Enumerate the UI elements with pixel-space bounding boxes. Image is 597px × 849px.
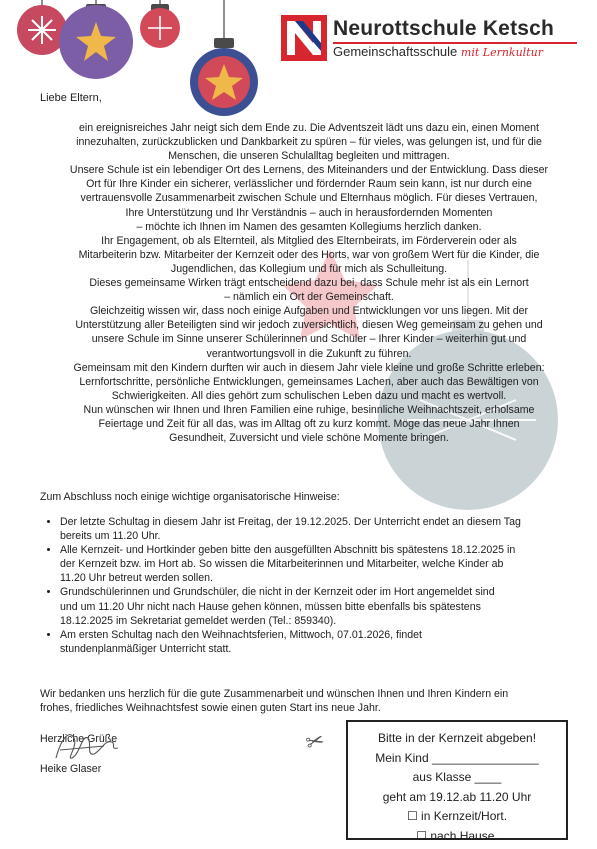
note-line: • Alle Kernzeit- und Hortkinder geben bitte den ausgefüllten Abschnitt bis spätestens 18.12.2025 in <box>60 544 516 557</box>
salutation: Liebe Eltern, <box>40 92 102 104</box>
note-line: stundenplanmäßiger Unterricht statt. <box>60 642 232 655</box>
slip-line: geht am 19.12.ab 11.20 Uhr <box>382 789 532 804</box>
slip-line: Bitte in der Kernzeit abgeben! <box>377 731 537 745</box>
note-line: der Kernzeit bzw. im Hort ab. So wissen die Mitarbeiterinnen und Mitarbeiter, welche Kinder ab <box>60 558 504 571</box>
slip-line: ☐ nach Hause. <box>416 828 498 843</box>
letter-line: Gesundheit, Zuversicht und viele schöne Momente bringen. <box>169 432 449 445</box>
letter-line: vertrauensvolle Zusammenarbeit zwischen Schule und Elternhaus möglich. Für dieses Vertrauen, <box>80 192 538 205</box>
note-item <box>60 628 597 656</box>
letter-line: Jugendlichen, das Kollegium und für mich als Schulleitung. <box>170 262 448 275</box>
letter-line: Ihr Engagement, ob als Elternteil, als Mitglied des Elternbeirats, im Förderverein oder als <box>101 234 517 247</box>
letter-line: – möchte ich Ihnen im Namen des gesamten Kollegiums herzlich danken. <box>136 220 482 233</box>
note-line: • Am ersten Schultag nach den Weihnachtsferien, Mittwoch, 07.01.2026, findet <box>60 628 422 641</box>
letter-line: – nämlich ein Ort der Gemeinschaft. <box>224 291 394 304</box>
letter-line: Ort für Ihre Kinder ein sicherer, verlässlicher und fördernder Raum sein kann, ist nur durch eine <box>86 178 532 191</box>
school-type: Gemeinschaftsschule <box>333 44 458 59</box>
letter-line: Menschen, die unseren Schulalltag begleiten und mittragen. <box>168 150 450 163</box>
closing-thanks <box>40 687 580 715</box>
slip-line: Mein Kind ________________ <box>375 750 539 765</box>
letter-line: ein ereignisreiches Jahr neigt sich dem Ende zu. Die Adventszeit lädt uns dazu ein, einen Moment <box>79 122 539 134</box>
scissors-icon: ✂ <box>302 727 328 756</box>
letter-line: Gemeinsam mit den Kindern durften wir auch in diesem Jahr viele kleine und große Schritte erleben: <box>73 361 545 374</box>
note-line: 11.20 Uhr betreut werden sollen. <box>60 572 213 585</box>
letter-body <box>40 121 578 445</box>
letter-line: Unsere Schule ist ein lebendiger Ort des Lernens, des Miteinanders und der Entwicklung. Dass dieser <box>69 164 549 177</box>
note-item <box>60 515 597 543</box>
signature-icon <box>52 728 122 768</box>
school-name: Neurottschule Ketsch <box>333 17 555 40</box>
letter-line: Lernfortschritte, persönliche Entwicklungen, gemeinsames Lachen, aber auch das Bewältigen von <box>79 375 539 388</box>
note-item <box>60 543 597 585</box>
letter-line: Ihre Unterstützung und Ihr Verständnis – auch in herausfordernden Momenten <box>125 206 493 219</box>
thanks-line: Wir bedanken uns herzlich für die gute Zusammenarbeit und wünschen Ihnen und Ihren Kindern ein <box>40 688 509 700</box>
school-logo <box>281 15 581 65</box>
school-subtitle <box>333 44 543 59</box>
notes-intro: Zum Abschluss noch einige wichtige organisatorische Hinweise: <box>40 491 340 503</box>
note-line: 18.12.2025 im Sekretariat gemeldet werden (Tel.: 859340). <box>60 614 337 627</box>
signer-name: Heike Glaser <box>40 763 102 775</box>
note-item <box>60 585 597 627</box>
letter-line: unsere Schule im Sinne unserer Schülerinnen und Schüler – Ihrer Kinder – weiterhin gut und <box>91 333 527 346</box>
thanks-line: frohes, friedliches Weihnachtsfest sowie einen guten Start ins neue Jahr. <box>40 702 381 715</box>
school-tagline: mit Lernkultur <box>460 46 543 59</box>
ornament-red-small-icon <box>140 0 180 48</box>
slip-line: ☐ in Kernzeit/Hort. <box>406 809 508 823</box>
note-line: • Grundschülerinnen und Grundschüler, die nicht in der Kernzeit oder im Hort angemeldet sind <box>60 586 495 599</box>
note-line: • Der letzte Schultag in diesem Jahr ist Freitag, der 19.12.2025. Der Unterricht endet an diesem Tag <box>60 516 521 528</box>
letter-line: Nun wünschen wir Ihnen und Ihren Familien eine ruhige, besinnliche Weihnachtszeit, erholsame <box>83 403 535 416</box>
letter-line: Mitarbeiterin bzw. Mitarbeiter der Kernzeit oder des Horts, war von großem Wert für die Kinder, die <box>78 248 540 261</box>
notes-list <box>40 515 597 656</box>
school-logo-icon <box>281 15 327 61</box>
letter-line: Gleichzeitig wissen wir, dass noch einige Aufgaben und Entwicklungen vor uns liegen. Mit der <box>89 305 529 318</box>
letter-line: Unterstützung aller Beteiligten sind wir jedoch zuversichtlich, diesen Weg gemeinsam zu gehen und <box>75 319 543 332</box>
letter-line: verantwortungsvoll in die Zukunft zu führen. <box>206 347 412 360</box>
return-slip <box>346 720 568 843</box>
note-line: und um 11.20 Uhr nicht nach Hause gehen können, müssen bitte ebenfalls bis spätestens <box>60 600 481 613</box>
letter-line: Dieses gemeinsame Wirken trägt entscheidend dazu bei, dass Schule mehr ist als ein Lernort <box>89 277 529 290</box>
letter-line: Schwierigkeiten. All dies gehört zum schulischen Leben dazu und macht es wertvoll. <box>111 389 507 402</box>
greeting: Herzliche Grüße <box>40 733 118 745</box>
letter-line: innezuhalten, zurückzublicken und Dankbarkeit zu spüren – für vieles, was gelungen ist, und für die <box>76 136 542 149</box>
slip-line: aus Klasse ____ <box>412 770 502 784</box>
note-line: bereits um 11.20 Uhr. <box>60 530 161 543</box>
letter-line: Feiertage und Zeit für all das, was im Alltag oft zu kurz kommt. Möge das neue Jahr Ihnen <box>98 417 520 430</box>
ornament-blue-icon <box>190 0 258 116</box>
ornament-purple-icon <box>59 0 133 79</box>
